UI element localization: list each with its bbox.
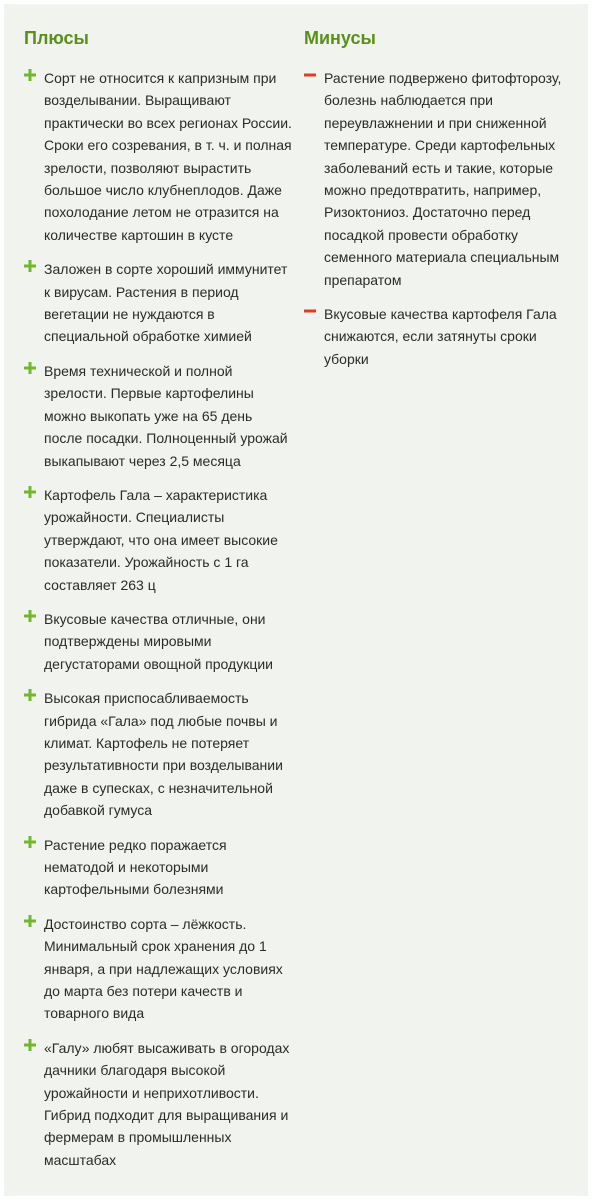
pros-item-text: Растение редко поражается нематодой и некоторыми картофельными болезнями [44, 836, 227, 898]
cons-item-text: Растение подвержено фитофторозу, болезнь наблюдается при переувлажнении и при сниженной температуре. Среди картофельных заболеваний есть и такие, которые можно предотвратить, например, Ризоктониоз. Достаточно перед посадкой провести обработку семенного материала специальным препаратом [324, 70, 562, 288]
plus-icon [24, 610, 36, 622]
plus-icon [24, 69, 36, 81]
pros-cons-card [4, 4, 588, 1196]
plus-icon [24, 1039, 36, 1051]
pros-item [24, 67, 292, 246]
pros-item [24, 258, 292, 348]
pros-item [24, 484, 292, 596]
plus-icon [24, 486, 36, 498]
pros-item [24, 360, 292, 472]
plus-icon [24, 260, 36, 272]
cons-list [304, 67, 574, 382]
plus-icon [24, 836, 36, 848]
pros-item [24, 608, 292, 675]
pros-item-text: Сорт не относится к капризным при возделывании. Выращивают практически во всех регионах России. Сроки его созревания, в т. ч. и полная зрелости, позволяют вырастить большое число клубнеплодов. Даже похолодание летом не отразится на количестве картошин в кусте [44, 70, 292, 243]
pros-item [24, 834, 292, 901]
pros-item-text: Достоинство сорта – лёжкость. Минимальный срок хранения до 1 января, а при надлежащих условиях до марта без потери качеств и товарного вида [44, 915, 283, 1022]
plus-icon [24, 915, 36, 927]
pros-item [24, 913, 292, 1025]
cons-item [304, 67, 574, 291]
pros-item-text: Заложен в сорте хороший иммунитет к вирусам. Растения в период вегетации не нуждаются в специальной обработке химией [44, 261, 288, 345]
plus-icon [24, 689, 36, 701]
pros-item-text: Картофель Гала – характеристика урожайности. Специалисты утверждают, что она имеет высокие показатели. Урожайность с 1 га составляет 263 ц [44, 486, 278, 593]
cons-item-text: Вкусовые качества картофеля Гала снижаются, если затянуты сроки уборки [324, 306, 557, 367]
pros-item-text: Вкусовые качества отличные, они подтверждены мировыми дегустаторами овощной продукции [44, 610, 273, 672]
pros-title: Плюсы [24, 28, 89, 48]
pros-item [24, 687, 292, 821]
pros-item-text: Высокая приспосабливаемость гибрида «Гала» под любые почвы и климат. Картофель не потеряет результативности при возделывании даже в супесках, с незначительной добавкой гумуса [44, 690, 283, 819]
pros-item [24, 1037, 292, 1171]
cons-item [304, 303, 574, 370]
minus-icon [304, 69, 316, 81]
plus-icon [24, 362, 36, 374]
pros-list [24, 67, 292, 1183]
cons-title: Минусы [304, 28, 376, 48]
minus-icon [304, 305, 316, 317]
pros-item-text: «Галу» любят высаживать в огородах дачники благодаря высокой урожайности и неприхотливости. Гибрид подходит для выращивания и фермерам в промышленных масштабах [44, 1039, 290, 1168]
pros-item-text: Время технической и полной зрелости. Первые картофелины можно выкопать уже на 65 день после посадки. Полноценный урожай выкапывают через 2,5 месяца [44, 362, 288, 469]
